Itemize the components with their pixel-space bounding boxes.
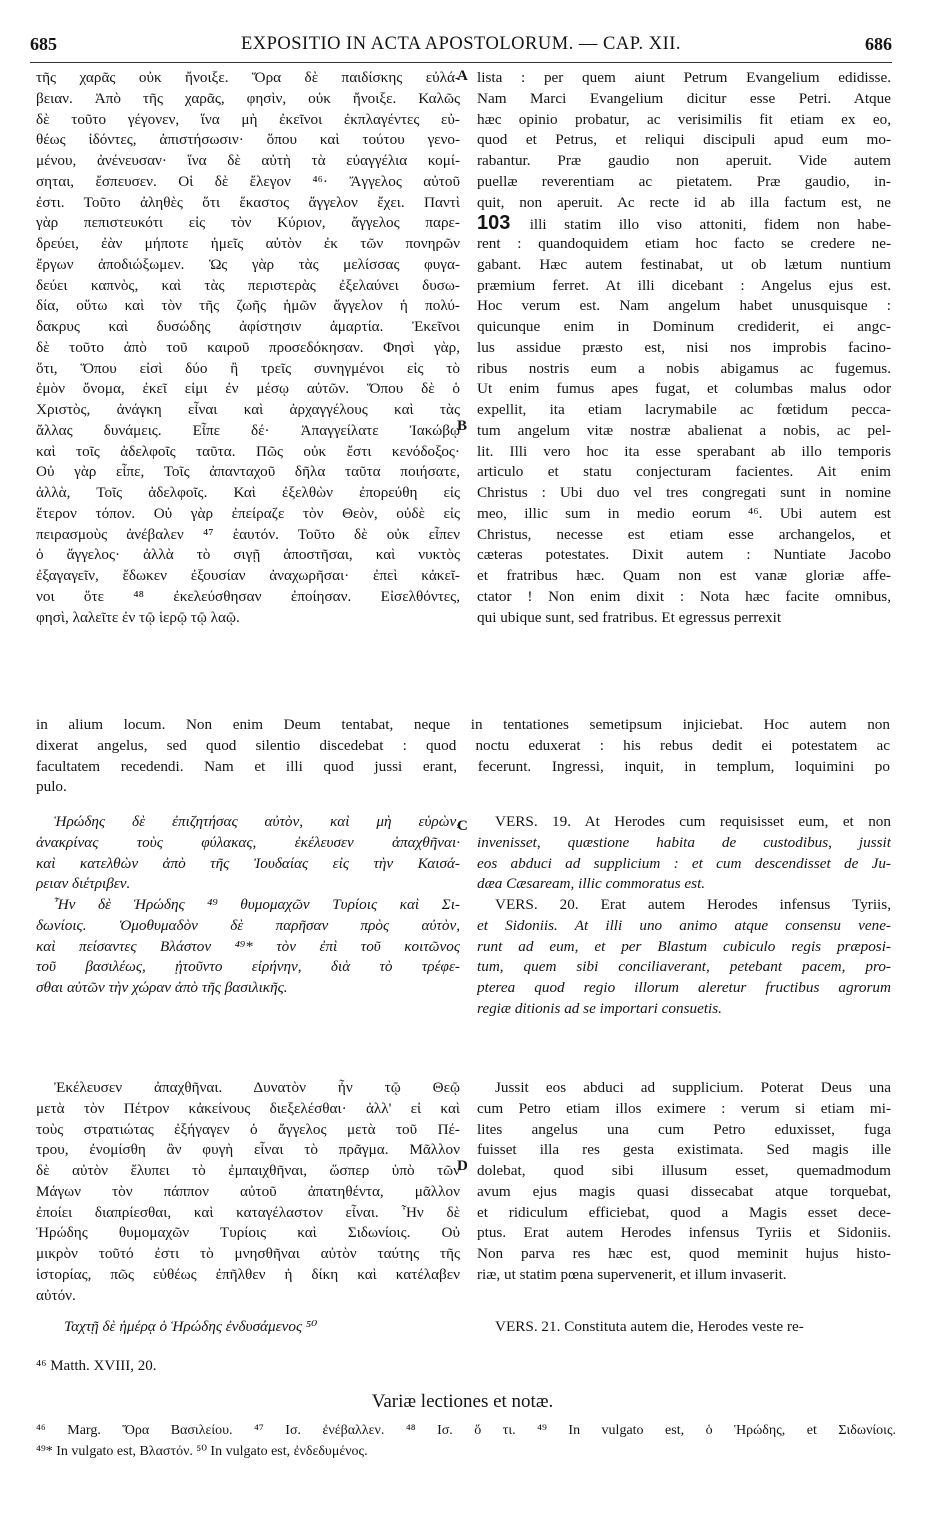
- header-rule: [30, 62, 892, 63]
- text-line: Christus : Ubi duo vel tres congregati sunt in nomine: [477, 484, 891, 501]
- notes-line-2: ⁴⁹* In vulgato est, Βλαστόν. ⁵⁰ In vulgato est, ἐνδεδυμένος.: [36, 1444, 368, 1459]
- text-line: dixerat angelus, sed quod silentio discedebat : quod noctu eduxerat : his rebus dedit ei potestatem ac: [36, 736, 890, 754]
- page-number-right: 686: [865, 34, 892, 54]
- text-line: σθαι αὐτῶν τὴν χώραν ἀπὸ τῆς βασιλικῆς.: [36, 979, 288, 996]
- margin-marker-b: B: [457, 418, 468, 434]
- text-line: Ἡρώδης δὲ ἐπιζητήσας αὐτὸν, καὶ μὴ εὑρὼν,: [54, 813, 460, 830]
- text-line: runt ad eum, et per Blastum cubiculo regis præposi-: [477, 937, 891, 955]
- running-title: EXPOSITIO IN ACTA APOSTOLORUM. — CAP. XII.: [240, 34, 682, 54]
- text-line: qui ubique sunt, sed fratribus. Et egressus perrexit: [477, 608, 782, 626]
- text-line: quod et Petrus, et reliqui discipuli apud eum mo-: [477, 131, 891, 149]
- text-line: Μάγων τὸν πάππον αὐτοῦ ἀπατηθέντα, μᾶλλον: [36, 1182, 460, 1200]
- text-line: et fratribus hæc. Quam non est vanæ gloriæ affe-: [477, 567, 891, 584]
- text-line: rabantur. Præ gaudio non aperuit. Vide autem: [477, 152, 891, 169]
- paragraph-number: 103: [477, 213, 530, 234]
- text-line: puellæ reverentiam ac pietatem. Præ gaudio, in-: [477, 172, 891, 190]
- text-line: pulo.: [36, 778, 67, 796]
- text-line: ἕτερον τόπον. Οὐ γὰρ ἐπείραζε τὸν Θεὸν, οὐδὲ εἰς: [36, 504, 460, 522]
- text-line: γὰρ πεπιστευκότι εἰς τὸν Κύριον, ἄγγελος παρε-: [36, 214, 460, 232]
- text-line: et ridiculum efficiebat, quod a Magis esset dece-: [477, 1203, 891, 1221]
- footnote: ⁴⁶ Matth. XVIII, 20.: [36, 1358, 157, 1374]
- text-line: δρεύει, ἐὰν μήποτε ἡμεῖς αὐτὸν ἐκ τῶν πονηρῶν: [36, 235, 460, 252]
- text-line: lista : per quem aiunt Petrum Evangelium edidisse.: [477, 69, 891, 86]
- text-line: quit, non aperuit. Ac recte id ab illa factum est, ne: [477, 193, 891, 211]
- text-line: fuisset illa res gesta existimata. Sed magis ille: [477, 1141, 891, 1159]
- margin-marker-a: A: [457, 68, 468, 84]
- text-line: δὲ αὐτὸν ἔλυπει τὸ ἐμπαιχθῆναι, ὥσπερ ὑπὸ τῶν: [36, 1162, 460, 1179]
- text-line: αὐτόν.: [36, 1286, 76, 1304]
- text-line: Hoc verum est. Nam angelum habet unusquisque :: [477, 297, 891, 315]
- text-line: τρου, ἐνομίσθη ἂν φυγὴ εἶναι τὸ πρᾶγμα. Μᾶλλον: [36, 1141, 460, 1159]
- text-line: δωνίοις. Ὁμοθυμαδὸν δὲ παρῆσαν πρὸς αὐτὸν,: [36, 916, 460, 934]
- text-line: βειαν. Ἀπὸ τῆς χαρᾶς, φησὶν, οὐκ ἤνοιξε. Καλῶς: [36, 89, 460, 107]
- text-line: τοῦ βασιλέως, ᾐτοῦντο εἰρήνην, διὰ τὸ τρέφε-: [36, 958, 460, 976]
- text-line: facultatem recedendi. Nam et illi quod jussi erant, fecerunt. Ingressi, inquit, in templum, loquimini po: [36, 757, 890, 775]
- notes-line-1: ⁴⁶ Marg. Ὅρα Βασιλείου. ⁴⁷ Ισ. ἐνέβαλλεν. ⁴⁸ Ισ. ὅ τι. ⁴⁹ In vulgato est, ὁ Ἡρώδης, et Σιδωνίοις.: [36, 1423, 896, 1438]
- running-header: [30, 34, 892, 60]
- text-line: pterea quod regio illorum aleretur fructibus agrorum: [477, 979, 891, 996]
- latin-column-section-3: [477, 1078, 891, 1286]
- text-line: expellit, ita etiam lacrymabile ac fœtidum pecca-: [477, 401, 891, 418]
- text-line: dolebat, quod sibi illusum esset, quemadmodum: [477, 1162, 891, 1179]
- text-line: Christus, necesse est etiam esse archangelos, et: [477, 525, 891, 543]
- text-line: VERS. 19. At Herodes cum requisisset eum, et non: [495, 813, 891, 830]
- text-line: dæa Cæsaream, illic commoratus est.: [477, 875, 706, 893]
- margin-marker-c: C: [457, 818, 468, 834]
- variant-readings: [36, 1420, 896, 1462]
- text-line: ἐποίει διαπρίεσθαι, καὶ καταγέλαστον εἶναι. Ἦν δὲ: [36, 1203, 460, 1221]
- notes-heading: Variæ lectiones et notæ.: [371, 1391, 554, 1412]
- text-line: τῆς χαρᾶς οὐκ ἤνοιξε. Ὅρα δὲ παιδίσκης εὐλά-: [36, 69, 460, 86]
- text-line: ἀλλὰ, Τοῖς ἀδελφοῖς. Καὶ ἐξελθὼν ἐπορεύθη εἰς: [36, 484, 460, 501]
- text-line: Jussit eos abduci ad supplicium. Poterat Deus una: [495, 1079, 891, 1096]
- text-line: Ἦν δὲ Ἡρώδης ⁴⁹ θυμομαχῶν Τυρίοις καὶ Σι-: [54, 896, 460, 913]
- text-line: Ἡρώδης θυμομαχῶν Τυρίοις καὶ Σιδωνίοις. Οὐ: [36, 1224, 460, 1242]
- text-line: gabant. Hæc autem festinabat, ut ob lætum nuntium: [477, 255, 891, 273]
- text-line: Ταχτῇ δὲ ἡμέρᾳ ὁ Ἡρώδης ἐνδυσάμενος ⁵⁰: [64, 1318, 318, 1335]
- latin-column-section-2: [477, 812, 891, 1020]
- text-line: ἐμὸν ὄνομα, ἐκεῖ εἰμι ἐν μέσῳ αὐτῶν. Ὅπου δὲ ὁ: [36, 380, 460, 398]
- text-line: præmium ferret. At illi dicebant : Angelus ejus est.: [477, 276, 891, 294]
- text-line: cæteras potestates. Dixit autem : Nuntiate Jacobo: [477, 546, 891, 564]
- text-line: ἐστι. Τοῦτο ἀληθὲς ὅτι ἕκαστος ἄγγελον ἔχει. Παντὶ: [36, 193, 460, 211]
- text-line: μετὰ τὸν Πέτρον κἀκείνους διεξελέσθαι· ἀλλ' εἰ καὶ: [36, 1099, 460, 1117]
- text-line: invenisset, quæstione habita de custodibus, jussit: [477, 833, 891, 851]
- text-line: καὶ τοῖς ἀδελφοῖς ταῦτα. Πῶς οὐκ ἔστι κενόδοξος·: [36, 442, 460, 460]
- text-line: μικρὸν τοῦτό ἐστι τὸ μνησθῆναι αὐτὸν ταύτης τῆς: [36, 1245, 460, 1262]
- text-line: lites angelus una cum Petro eduxisset, fuga: [477, 1120, 891, 1138]
- text-line: δία, οὕτω καὶ τὸν τῆς ζωῆς ἡμῶν ἄγγελον ἡ πολύ-: [36, 297, 460, 315]
- text-line: δακρυς καὶ δυσώδης ἀφίστησιν ἁμαρτία. Ἐκεῖνοι: [36, 318, 460, 335]
- text-line: hæc opinio probatur, ac verisimilis fit etiam ex eo,: [477, 110, 891, 128]
- text-line: Ἐκέλευσεν ἀπαχθῆναι. Δυνατὸν ἦν τῷ Θεῷ: [54, 1079, 460, 1096]
- text-line: ὅτι, Ὅπου εἰσὶ δύο ἢ τρεῖς συνηγμένοι εἰς τὸ: [36, 359, 460, 377]
- text-line: καὶ πείσαντες Βλάστον ⁴⁹* τὸν ἐπὶ τοῦ κοιτῶνος: [36, 937, 460, 955]
- text-line: et Sidoniis. At illi uno animo atque consensu vene-: [477, 916, 891, 934]
- text-line: Nam Marci Evangelium dicitur esse Petri. Atque: [477, 89, 891, 107]
- text-line: in alium locum. Non enim Deum tentabat, neque in tentationes semetipsum injiciebat. Hoc autem non: [36, 716, 890, 733]
- text-line: ἄλλας δυνάμεις. Εἶπε δέ· Ἀπαγγείλατε Ἰακώβῳ: [36, 421, 460, 439]
- text-line: lus assidue præsto est, nisi nos improbis facino-: [477, 338, 891, 356]
- text-line: tum angelum vitæ nostræ abalienat a nobis, ac pel-: [477, 421, 891, 439]
- page-number-left: 685: [30, 34, 57, 54]
- text-line: Non parva res hæc est, quod meminit hujus histo-: [477, 1245, 891, 1262]
- text-line: μένου, ἀνένευσαν· ἵνα δὲ αὐτὴ τὰ εὐαγγέλια κομί-: [36, 152, 460, 169]
- text-line: ρειαν διέτριβεν.: [36, 875, 131, 893]
- text-line: articulo et statu conjecturam facientes. Ait enim: [477, 463, 891, 481]
- text-line: ἀνακρίνας τοὺς φύλακας, ἐκέλευσεν ἀπαχθῆναι·: [36, 833, 460, 851]
- text-line: rent : quandoquidem etiam hoc facto se credere ne-: [477, 235, 891, 252]
- text-line: φησὶ, λαλεῖτε ἐν τῷ ἱερῷ τῷ λαῷ.: [36, 608, 240, 626]
- text-line: lit. Illi vero hoc ita esse sperabant ab illo temporis: [477, 442, 891, 460]
- text-line: ἔργων ἀποδιώξωμεν. Ὡς γὰρ τὰς μελίσσας φυγα-: [36, 255, 460, 273]
- latin-column-section-1: [477, 68, 891, 628]
- text-line: ptus. Erat autem Herodes infensus Tyriis et Sidoniis.: [477, 1224, 891, 1242]
- text-line: θέως ἰδόντες, ἀπιστήσωσιν· ὅπου καὶ τούτου γενο-: [36, 131, 460, 149]
- text-line: 103 illi statim illo viso attoniti, fidem non habe-: [477, 213, 891, 234]
- text-line: Χριστὸς, ἀνάγκη εἶναι καὶ ἀρχαγγέλους καὶ τὰς: [36, 401, 460, 418]
- text-line: tum, quem sibi conciliaverant, petebant pacem, pro-: [477, 958, 891, 976]
- greek-column-section-2: [36, 812, 460, 999]
- greek-column-section-3: [36, 1078, 460, 1306]
- latin-last-line: [477, 1317, 891, 1338]
- text-line: σηται, ἔσπευσεν. Οἱ δὲ ἔλεγον ⁴⁶· Ἄγγελος αὐτοῦ: [36, 172, 460, 190]
- text-line: ribus nostris eum a nobis abigamus ac fugemus.: [477, 359, 891, 377]
- text-line: VERS. 21. Constituta autem die, Herodes veste re-: [495, 1318, 804, 1335]
- text-line: meo, illic sum in medio eorum ⁴⁶. Ubi autem est: [477, 504, 891, 522]
- text-line: avum ejus magis quasi dissecabat atque torquebat,: [477, 1182, 891, 1200]
- text-line: τοὺς στρατιώτας ἐξήγαγεν ὁ ἄγγελος μετὰ τοῦ Πέ-: [36, 1120, 460, 1138]
- greek-last-line: [36, 1317, 460, 1338]
- text-line: δὲ τοῦτο γέγονεν, ἵνα μὴ ἐκεῖνοι ἐκπλαγέντες εὐ-: [36, 110, 460, 128]
- text-line: Ut enim fumus apes fugat, et columbas malus odor: [477, 380, 891, 398]
- text-line: πειρασμοὺς ἀνέβαλεν ⁴⁷ ἑαυτόν. Τοῦτο δὲ οὐκ εἶπεν: [36, 525, 460, 543]
- text-line: δεύει καπνὸς, καὶ τὰς περιστερὰς ἐξελαύνει δυσω-: [36, 276, 460, 294]
- text-line: riæ, ut statim pœna supervenerit, et illum invaserit.: [477, 1265, 787, 1283]
- text-line: quicunque enim in Dominum crediderit, ei angc-: [477, 318, 891, 335]
- full-width-continuation: [36, 715, 890, 798]
- text-line: καὶ κατελθὼν ἀπὸ τῆς Ἰουδαίας εἰς τὴν Καισά-: [36, 854, 460, 872]
- text-line: cum Petro etiam illos eximere : verum si etiam mi-: [477, 1099, 891, 1117]
- text-line: regiæ ditionis ad se importari consuetis.: [477, 999, 722, 1017]
- text-line: δὲ τοῦτο ἀπὸ τοῦ καιροῦ προσεδόκησαν. Φησὶ γὰρ,: [36, 338, 460, 356]
- text-line: ἐξαγαγεῖν, ἔδωκεν ἐξουσίαν ἀναχωρῆσαι· ἐπεὶ κἀκεῖ-: [36, 567, 460, 584]
- text-line: νοι ὅτε ⁴⁸ ἐκελεύσθησαν ἐποίησαν. Εἰσελθόντες,: [36, 587, 460, 605]
- text-line: VERS. 20. Erat autem Herodes infensus Tyriis,: [495, 896, 891, 913]
- text-line: Οὐ γὰρ εἶπε, Τοῖς ἀπανταχοῦ δῆλα ταῦτα ποιήσατε,: [36, 463, 460, 481]
- text-line: ἱστορίας, πῶς εὐθέως ἐπῆλθεν ἡ δίκη καὶ κατέλαβεν: [36, 1265, 460, 1283]
- greek-column-section-1: [36, 68, 460, 628]
- margin-marker-d: D: [457, 1158, 468, 1174]
- text-line: eos abduci ad supplicium : et cum descendisset de Ju-: [477, 854, 891, 872]
- text-line: ctator ! Non enim dixit : Nota hæc facite omnibus,: [477, 587, 891, 605]
- text-line: ὁ ἄγγελος· ἀλλὰ τὸ σιγῇ ἀποστῆσαι, καὶ νυκτὸς: [36, 546, 460, 564]
